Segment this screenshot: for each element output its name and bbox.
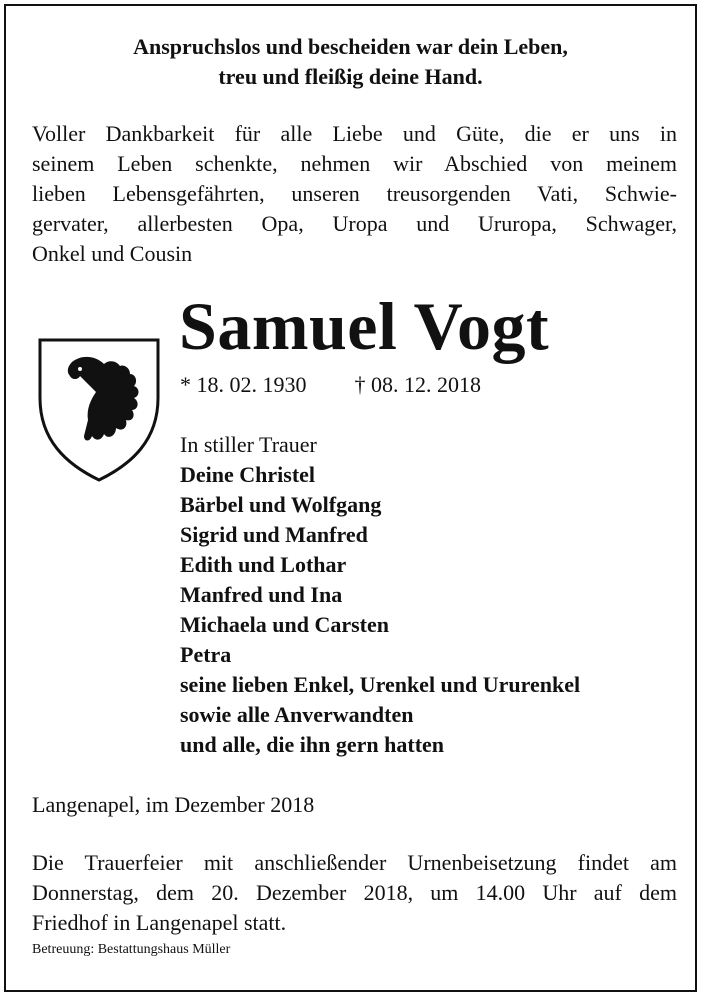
mourner-name: und alle, die ihn gern hatten [180, 732, 445, 757]
funeral-home-credit: Betreuung: Bestattungshaus Müller [32, 942, 231, 957]
mourner-name: Manfred und Ina [180, 582, 343, 607]
intro-line: Onkel und Cousin [32, 241, 193, 266]
deceased-name: Samuel Vogt [179, 288, 550, 364]
mourner-name: Sigrid und Manfred [180, 522, 368, 547]
obituary-frame [4, 4, 697, 992]
intro-text [32, 119, 677, 269]
mourner-name: Deine Christel [180, 462, 316, 487]
place-and-date: Langenapel, im Dezember 2018 [32, 792, 315, 817]
motto-line-1: Anspruchslos und bescheiden war dein Leben, [133, 34, 568, 59]
funeral-service-info [32, 848, 677, 938]
mourner-name: Bärbel und Wolfgang [180, 492, 382, 517]
motto-line-2: treu und fleißig deine Hand. [218, 64, 483, 89]
service-line: Die Trauerfeier mit anschließender Urnenbeisetzung findet am [32, 850, 677, 875]
intro-line: seinem Leben schenkte, nehmen wir Abschied von meinem [32, 151, 677, 176]
mourners-intro: In stiller Trauer [180, 432, 317, 457]
intro-line: Voller Dankbarkeit für alle Liebe und Güte, die er uns in [32, 121, 677, 146]
mourner-name: Edith und Lothar [180, 552, 347, 577]
mourner-name: Petra [180, 642, 232, 667]
life-dates [180, 370, 481, 400]
mourner-name: Michaela und Carsten [180, 612, 389, 637]
motto [6, 32, 695, 92]
intro-line: gervater, allerbesten Opa, Uropa und Ururopa, Schwager, [32, 211, 677, 236]
mourners-list [180, 430, 580, 760]
service-line: Friedhof in Langenapel statt. [32, 910, 287, 935]
intro-line: lieben Lebensgefährten, unseren treusorgenden Vati, Schwie- [32, 181, 677, 206]
birth-date: * 18. 02. 1930 [180, 372, 307, 397]
mourner-name: sowie alle Anverwandten [180, 702, 414, 727]
death-date: † 08. 12. 2018 [354, 372, 481, 397]
mourner-name: seine lieben Enkel, Urenkel und Ururenkel [180, 672, 581, 697]
coat-of-arms-eagle-wing-icon [36, 336, 162, 484]
service-line: Donnerstag, dem 20. Dezember 2018, um 14.00 Uhr auf dem [32, 880, 677, 905]
